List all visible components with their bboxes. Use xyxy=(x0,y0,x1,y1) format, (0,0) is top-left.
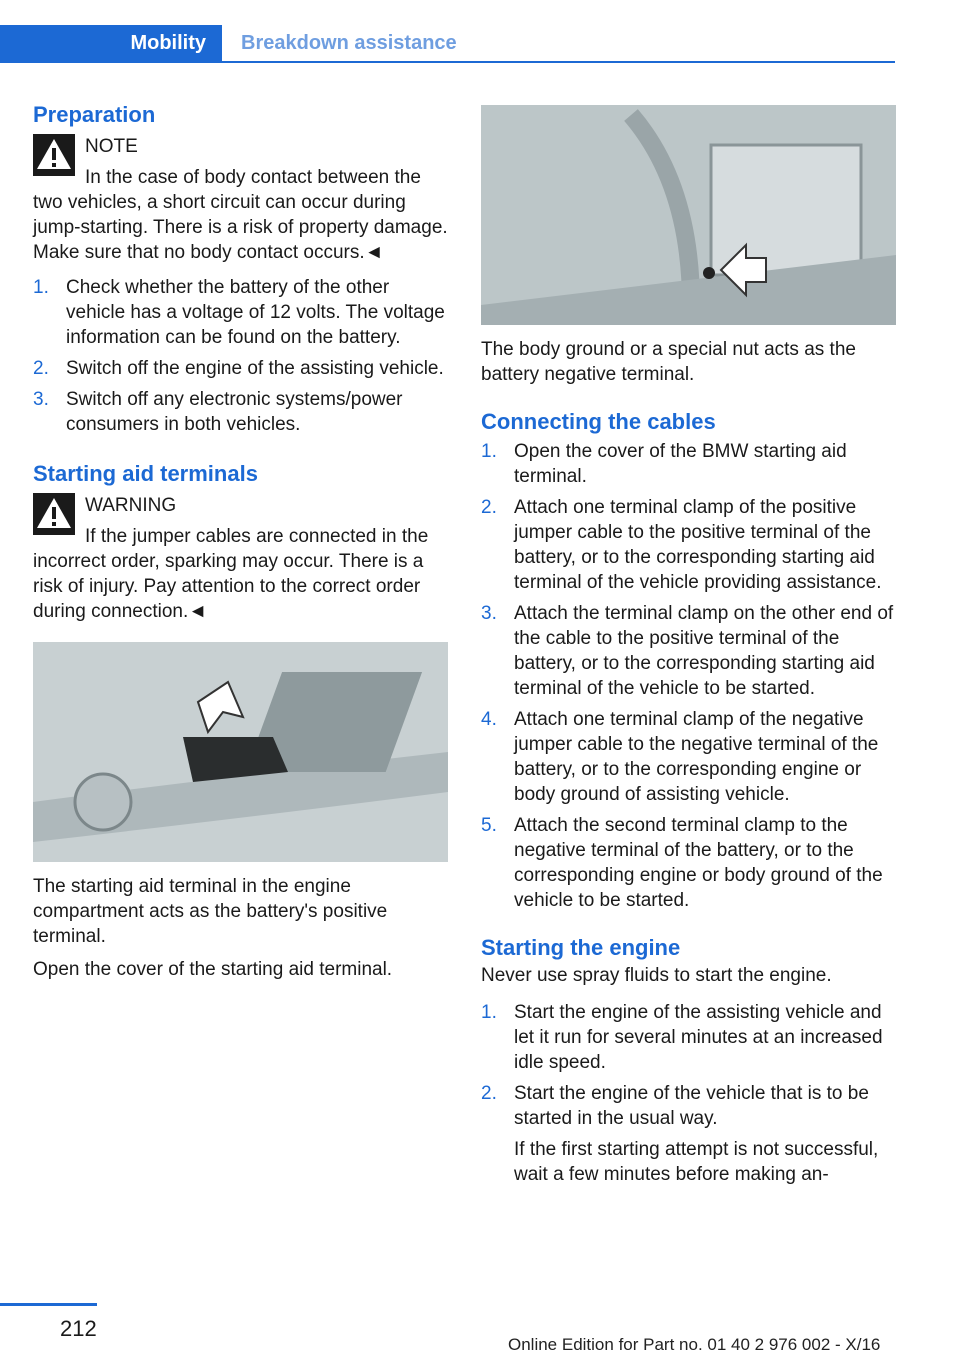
list-item: 1. Start the engine of the assisting vehicle and let it run for several minutes at an increased idle speed. xyxy=(481,1002,883,1073)
list-item: 2. Switch off the engine of the assisting vehicle. xyxy=(33,358,444,379)
list-item: 3. Switch off any electronic systems/power consumers in both vehicles. xyxy=(33,389,403,435)
list-item: 1. Check whether the battery of the other vehicle has a voltage of 12 volts. The voltage information can be found on the battery. xyxy=(33,277,445,348)
starting-intro: Never use spray fluids to start the engine. xyxy=(481,965,832,986)
note-block xyxy=(33,130,448,265)
preparation-steps xyxy=(33,275,448,437)
connecting-heading: Connecting the cables xyxy=(481,409,716,434)
edition-text: Online Edition for Part no. 01 40 2 976 002 - X/16 xyxy=(508,1335,881,1354)
tab-mobility-label: Mobility xyxy=(130,31,206,54)
note-text: In the case of body contact between the two vehicles, a short circuit can occur during jump-starting. There is a risk of property damage. Make sure that no body contact occurs.◄ xyxy=(33,167,448,263)
connecting-steps xyxy=(481,439,896,913)
tab-breakdown-assistance[interactable] xyxy=(241,25,457,61)
warning-text: If the jumper cables are connected in the incorrect order, sparking may occur. There is a risk of injury. Pay attention to the correct order during connection.◄ xyxy=(33,526,429,622)
list-item: 2. Attach one terminal clamp of the positive jumper cable to the positive terminal of the battery, or to the corresponding starting aid terminal of the vehicle providing assistance. xyxy=(481,497,882,593)
left-column xyxy=(33,100,448,982)
list-item: 1. Open the cover of the BMW starting aid terminal. xyxy=(481,441,847,487)
preparation-heading: Preparation xyxy=(33,102,156,127)
warning-triangle-icon xyxy=(33,134,75,176)
note-label: NOTE xyxy=(85,136,138,157)
list-item: 5. Attach the second terminal clamp to the negative terminal of the battery, or to the corresponding engine or body ground of the vehicle to be started. xyxy=(481,815,883,911)
body-ground-photo xyxy=(481,105,896,325)
warning-label: WARNING xyxy=(85,495,177,516)
list-item: 4. Attach one terminal clamp of the negative jumper cable to the negative terminal of the battery, or to the corresponding engine or body ground of assisting vehicle. xyxy=(481,709,879,805)
right-column xyxy=(481,105,896,1187)
list-item: 2. Start the engine of the vehicle that is to be started in the usual way. xyxy=(481,1083,869,1129)
terminal-caption: The starting aid terminal in the engine compartment acts as the battery's positive terminal. xyxy=(33,876,388,947)
footer-rule xyxy=(0,1303,97,1306)
tab-mobility[interactable] xyxy=(0,25,222,61)
warning-block xyxy=(33,489,448,624)
open-cover-text: Open the cover of the starting aid terminal. xyxy=(33,959,393,980)
warning-triangle-icon xyxy=(33,493,75,535)
starting-heading: Starting the engine xyxy=(481,935,681,960)
starting-aid-terminal-photo xyxy=(33,642,448,862)
starting-followup: If the first starting attempt is not successful, wait a few minutes before making an- xyxy=(514,1139,879,1185)
terminals-heading: Starting aid terminals xyxy=(33,461,258,486)
starting-steps xyxy=(481,1000,896,1131)
ground-caption: The body ground or a special nut acts as the battery negative terminal. xyxy=(481,339,856,385)
header-tabs xyxy=(0,25,895,63)
list-item: 3. Attach the terminal clamp on the other end of the cable to the positive terminal of the battery, or to the corresponding starting aid terminal of the vehicle to be started. xyxy=(481,603,894,699)
tab-breakdown-label: Breakdown assistance xyxy=(241,32,457,54)
page-number: 212 xyxy=(60,1316,97,1341)
